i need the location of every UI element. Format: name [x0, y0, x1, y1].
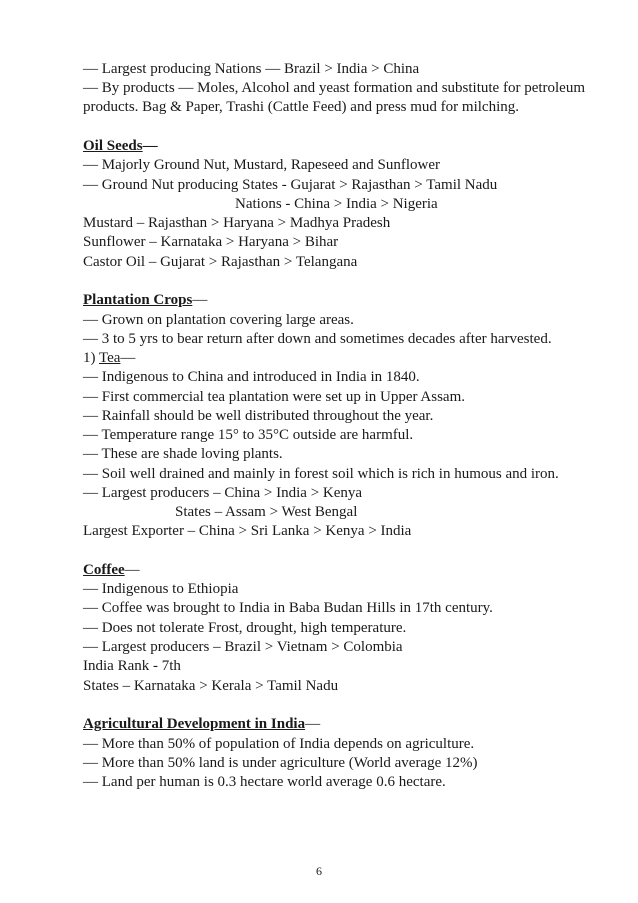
- text-line: — Largest producers – China > India > Kenya: [83, 485, 363, 501]
- subheading-tea: [83, 349, 135, 368]
- text-line: Sunflower – Karnataka > Haryana > Bihar: [83, 234, 339, 250]
- text-line: — Indigenous to Ethiopia: [83, 581, 239, 597]
- text-line: — Ground Nut producing States - Gujarat > Rajasthan > Tamil Nadu: [83, 177, 498, 193]
- heading-text: Agricultural Development in India: [83, 716, 306, 732]
- list-number: 1): [83, 350, 99, 366]
- section-heading-agricultural-development: [83, 715, 320, 734]
- text-line: — Coffee was brought to India in Baba Budan Hills in 17th century.: [83, 600, 493, 616]
- text-line: — Land per human is 0.3 hectare world average 0.6 hectare.: [83, 774, 446, 790]
- text-line: — Grown on plantation covering large areas.: [83, 312, 354, 328]
- text-line: — Soil well drained and mainly in forest soil which is rich in humous and iron.: [83, 466, 559, 482]
- text-line: Largest Exporter – China > Sri Lanka > Kenya > India: [83, 523, 412, 539]
- text-line: — Temperature range 15° to 35°C outside are harmful.: [83, 427, 414, 443]
- heading-dash: —: [124, 562, 140, 578]
- text-line: Nations - China > India > Nigeria: [235, 196, 438, 212]
- text-line: Castor Oil – Gujarat > Rajasthan > Telangana: [83, 254, 358, 270]
- text-line: — Indigenous to China and introduced in India in 1840.: [83, 369, 420, 385]
- text-line: States – Assam > West Bengal: [175, 504, 358, 520]
- text-line: States – Karnataka > Kerala > Tamil Nadu: [83, 678, 339, 694]
- heading-dash: —: [305, 716, 321, 732]
- text-line: — Largest producers – Brazil > Vietnam > Colombia: [83, 639, 403, 655]
- text-line: — Rainfall should be well distributed throughout the year.: [83, 408, 434, 424]
- text-line: — Majorly Ground Nut, Mustard, Rapeseed and Sunflower: [83, 157, 441, 173]
- text-line: Mustard – Rajasthan > Haryana > Madhya Pradesh: [83, 215, 391, 231]
- heading-dash: —: [192, 292, 208, 308]
- section-heading-plantation-crops: [83, 291, 207, 310]
- text-line: — By products — Moles, Alcohol and yeast formation and substitute for petroleum: [83, 80, 586, 96]
- text-line: products. Bag & Paper, Trashi (Cattle Feed) and press mud for milching.: [83, 99, 520, 115]
- heading-text: Plantation Crops: [83, 292, 193, 308]
- text-line: India Rank - 7th: [83, 658, 181, 674]
- section-heading-oil-seeds: [83, 137, 158, 156]
- page-number: 6: [316, 864, 322, 878]
- text-line: — First commercial tea plantation were set up in Upper Assam.: [83, 389, 465, 405]
- text-line: — These are shade loving plants.: [83, 446, 283, 462]
- text-line: — Largest producing Nations — Brazil > India > China: [83, 61, 420, 77]
- text-line: — More than 50% land is under agriculture (World average 12%): [83, 755, 478, 771]
- subheading-text: Tea: [98, 350, 121, 366]
- section-heading-coffee: [83, 561, 140, 580]
- heading-dash: —: [120, 350, 136, 366]
- text-line: — 3 to 5 yrs to bear return after down and sometimes decades after harvested.: [83, 331, 552, 347]
- heading-dash: —: [142, 138, 158, 154]
- text-line: — Does not tolerate Frost, drought, high temperature.: [83, 620, 407, 636]
- heading-text: Oil Seeds: [83, 138, 143, 154]
- heading-text: Coffee: [83, 562, 125, 578]
- text-line: — More than 50% of population of India depends on agriculture.: [83, 736, 475, 752]
